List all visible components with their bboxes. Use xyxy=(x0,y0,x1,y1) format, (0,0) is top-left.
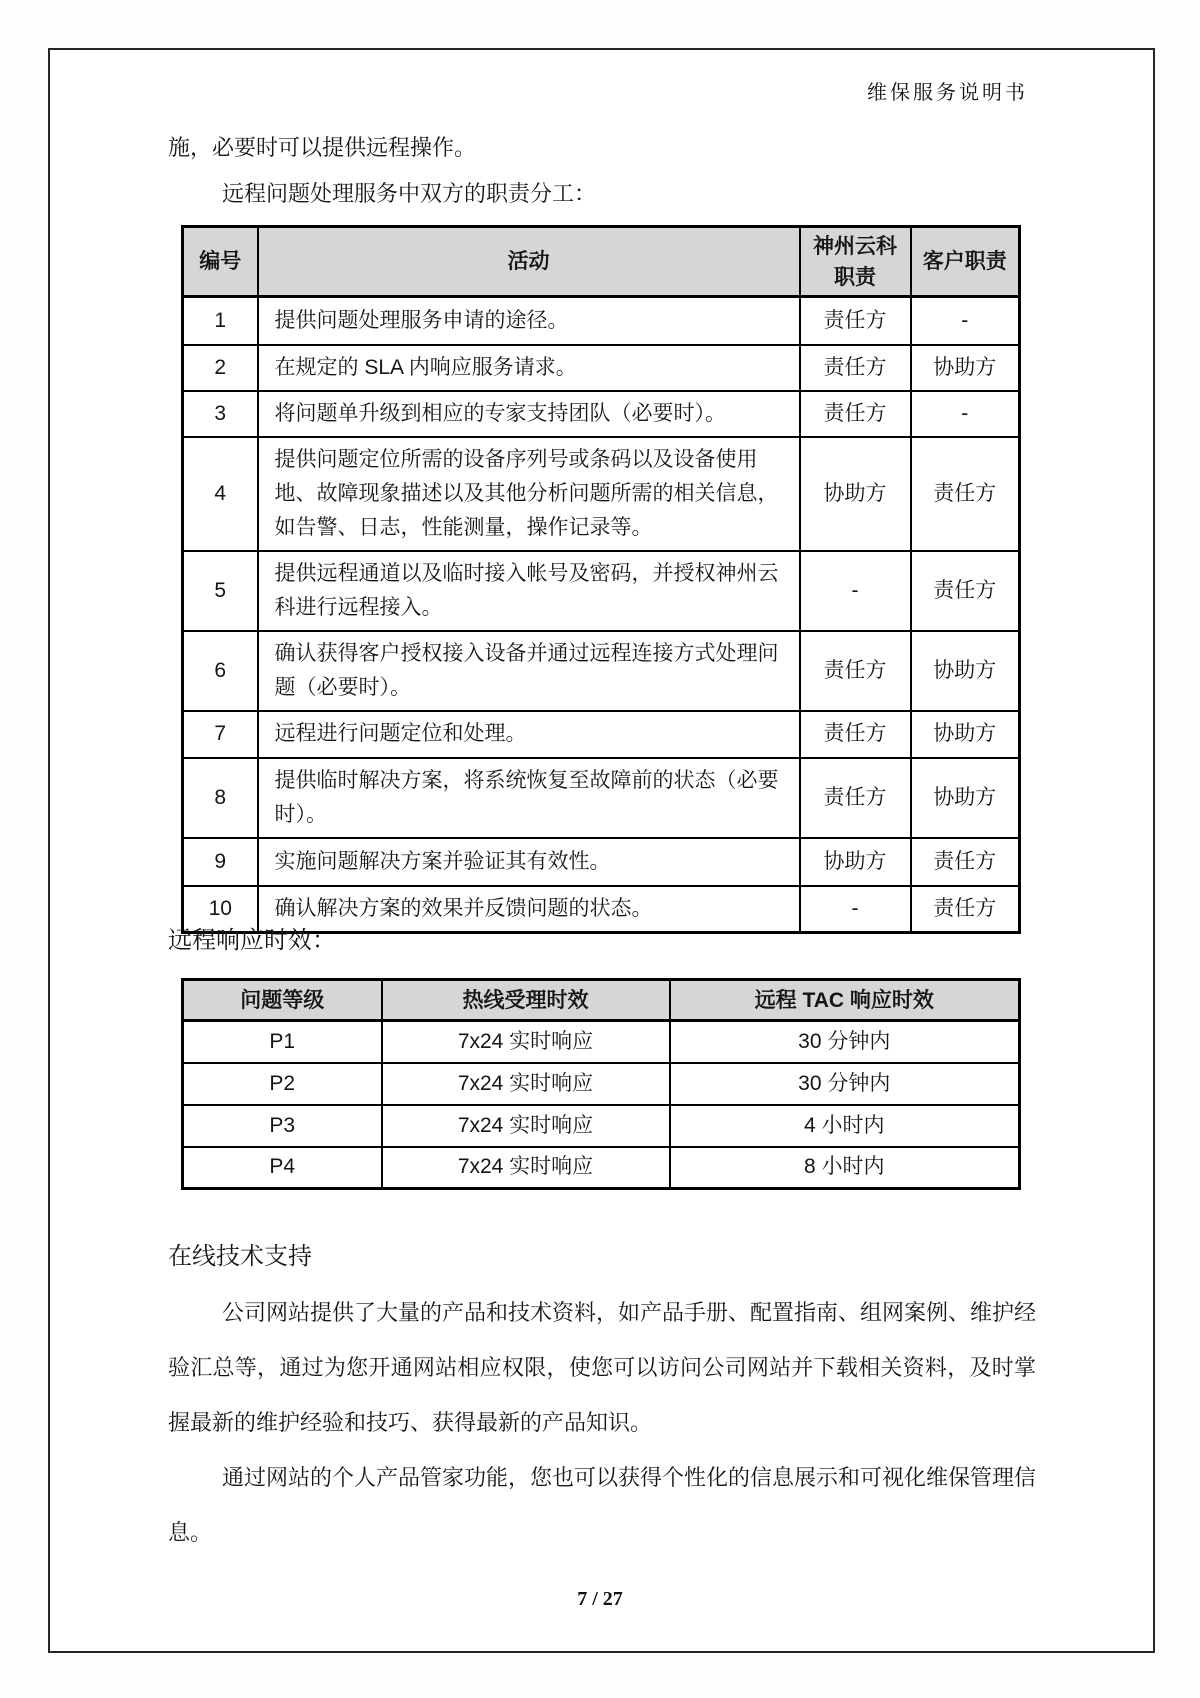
cell-customer-duty: 责任方 xyxy=(911,437,1020,551)
cell-id: 4 xyxy=(183,437,258,551)
cell-problem-level: P4 xyxy=(183,1147,382,1189)
cell-activity: 确认解决方案的效果并反馈问题的状态。 xyxy=(258,886,800,933)
cell-hotline-sla: 7x24 实时响应 xyxy=(382,1105,670,1147)
column-header-dcc-line2: 职责 xyxy=(834,265,876,289)
cell-activity: 提供远程通道以及临时接入帐号及密码，并授权神州云科进行远程接入。 xyxy=(258,551,800,631)
table-header-row xyxy=(183,980,1020,1021)
column-header-dcc-duty xyxy=(800,227,911,297)
cell-dcc-duty: 协助方 xyxy=(800,838,911,886)
cell-dcc-duty: 责任方 xyxy=(800,631,911,711)
responsibility-table xyxy=(181,225,1021,934)
cell-hotline-sla: 7x24 实时响应 xyxy=(382,1147,670,1189)
table-row xyxy=(183,631,1020,711)
cell-dcc-duty: 责任方 xyxy=(800,297,911,345)
table-row xyxy=(183,437,1020,551)
cell-id: 3 xyxy=(183,391,258,437)
remote-response-section-title: 远程响应时效： xyxy=(168,927,336,954)
cell-dcc-duty: - xyxy=(800,551,911,631)
online-support-paragraphs xyxy=(168,1285,1036,1560)
paragraph-line: 公司网站提供了大量的产品和技术资料，如产品手册、配置指南、组网案例、维护经 xyxy=(222,1300,1037,1325)
cell-activity: 在规定的 SLA 内响应服务请求。 xyxy=(258,345,800,391)
cell-activity: 提供临时解决方案，将系统恢复至故障前的状态（必要时）。 xyxy=(258,758,800,838)
cell-customer-duty: - xyxy=(911,297,1020,345)
cell-activity: 确认获得客户授权接入设备并通过远程连接方式处理问题（必要时）。 xyxy=(258,631,800,711)
intro-continuation-line: 施，必要时可以提供远程操作。 xyxy=(168,135,477,160)
table-row xyxy=(183,551,1020,631)
cell-id: 2 xyxy=(183,345,258,391)
cell-customer-duty: 责任方 xyxy=(911,886,1020,933)
column-header-tac-sla: 远程 TAC 响应时效 xyxy=(670,980,1020,1021)
cell-customer-duty: 协助方 xyxy=(911,631,1020,711)
cell-dcc-duty: 责任方 xyxy=(800,345,911,391)
cell-customer-duty: 责任方 xyxy=(911,838,1020,886)
cell-customer-duty: 责任方 xyxy=(911,551,1020,631)
online-support-heading: 在线技术支持 xyxy=(168,1243,312,1270)
column-header-dcc-line1: 神州云科 xyxy=(813,234,897,258)
cell-tac-sla: 30 分钟内 xyxy=(670,1063,1020,1105)
cell-id: 1 xyxy=(183,297,258,345)
column-header-id: 编号 xyxy=(183,227,258,297)
column-header-hotline-sla: 热线受理时效 xyxy=(382,980,670,1021)
cell-customer-duty: - xyxy=(911,391,1020,437)
cell-id: 7 xyxy=(183,711,258,758)
cell-hotline-sla: 7x24 实时响应 xyxy=(382,1021,670,1063)
cell-activity: 提供问题定位所需的设备序列号或条码以及设备使用地、故障现象描述以及其他分析问题所需的相关信息，如告警、日志，性能测量，操作记录等。 xyxy=(258,437,800,551)
table-row xyxy=(183,711,1020,758)
cell-customer-duty: 协助方 xyxy=(911,345,1020,391)
cell-customer-duty: 协助方 xyxy=(911,758,1020,838)
cell-dcc-duty: - xyxy=(800,886,911,933)
column-header-customer-duty: 客户职责 xyxy=(911,227,1020,297)
cell-dcc-duty: 责任方 xyxy=(800,758,911,838)
cell-dcc-duty: 责任方 xyxy=(800,391,911,437)
cell-customer-duty: 协助方 xyxy=(911,711,1020,758)
cell-id: 8 xyxy=(183,758,258,838)
table-row xyxy=(183,758,1020,838)
cell-activity: 远程进行问题定位和处理。 xyxy=(258,711,800,758)
cell-hotline-sla: 7x24 实时响应 xyxy=(382,1063,670,1105)
table-row xyxy=(183,1147,1020,1189)
table-row xyxy=(183,297,1020,345)
cell-id: 10 xyxy=(183,886,258,933)
cell-activity: 提供问题处理服务申请的途径。 xyxy=(258,297,800,345)
table-row xyxy=(183,1021,1020,1063)
cell-tac-sla: 30 分钟内 xyxy=(670,1021,1020,1063)
cell-id: 9 xyxy=(183,838,258,886)
table-row xyxy=(183,1105,1020,1147)
cell-tac-sla: 8 小时内 xyxy=(670,1147,1020,1189)
cell-problem-level: P2 xyxy=(183,1063,382,1105)
cell-dcc-duty: 协助方 xyxy=(800,437,911,551)
table-row xyxy=(183,838,1020,886)
paragraph-line: 通过网站的个人产品管家功能，您也可以获得个性化的信息展示和可视化维保管理信 xyxy=(222,1465,1037,1490)
table-row xyxy=(183,345,1020,391)
cell-activity: 实施问题解决方案并验证其有效性。 xyxy=(258,838,800,886)
document-header-title: 维保服务说明书 xyxy=(867,82,1028,104)
table-row xyxy=(183,391,1020,437)
cell-id: 6 xyxy=(183,631,258,711)
column-header-problem-level: 问题等级 xyxy=(183,980,382,1021)
table-header-row xyxy=(183,227,1020,297)
table-lead-in-line: 远程问题处理服务中双方的职责分工： xyxy=(222,181,597,206)
cell-tac-sla: 4 小时内 xyxy=(670,1105,1020,1147)
paragraph-line: 息。 xyxy=(168,1520,213,1545)
column-header-activity: 活动 xyxy=(258,227,800,297)
cell-dcc-duty: 责任方 xyxy=(800,711,911,758)
response-time-table xyxy=(181,978,1021,1190)
page-number: 7 / 27 xyxy=(577,1588,623,1610)
paragraph-line: 握最新的维护经验和技巧、获得最新的产品知识。 xyxy=(168,1410,653,1435)
cell-problem-level: P3 xyxy=(183,1105,382,1147)
cell-problem-level: P1 xyxy=(183,1021,382,1063)
paragraph-line: 验汇总等，通过为您开通网站相应权限，使您可以访问公司网站并下载相关资料，及时掌 xyxy=(168,1355,1036,1380)
cell-id: 5 xyxy=(183,551,258,631)
cell-activity: 将问题单升级到相应的专家支持团队（必要时）。 xyxy=(258,391,800,437)
table-row xyxy=(183,1063,1020,1105)
